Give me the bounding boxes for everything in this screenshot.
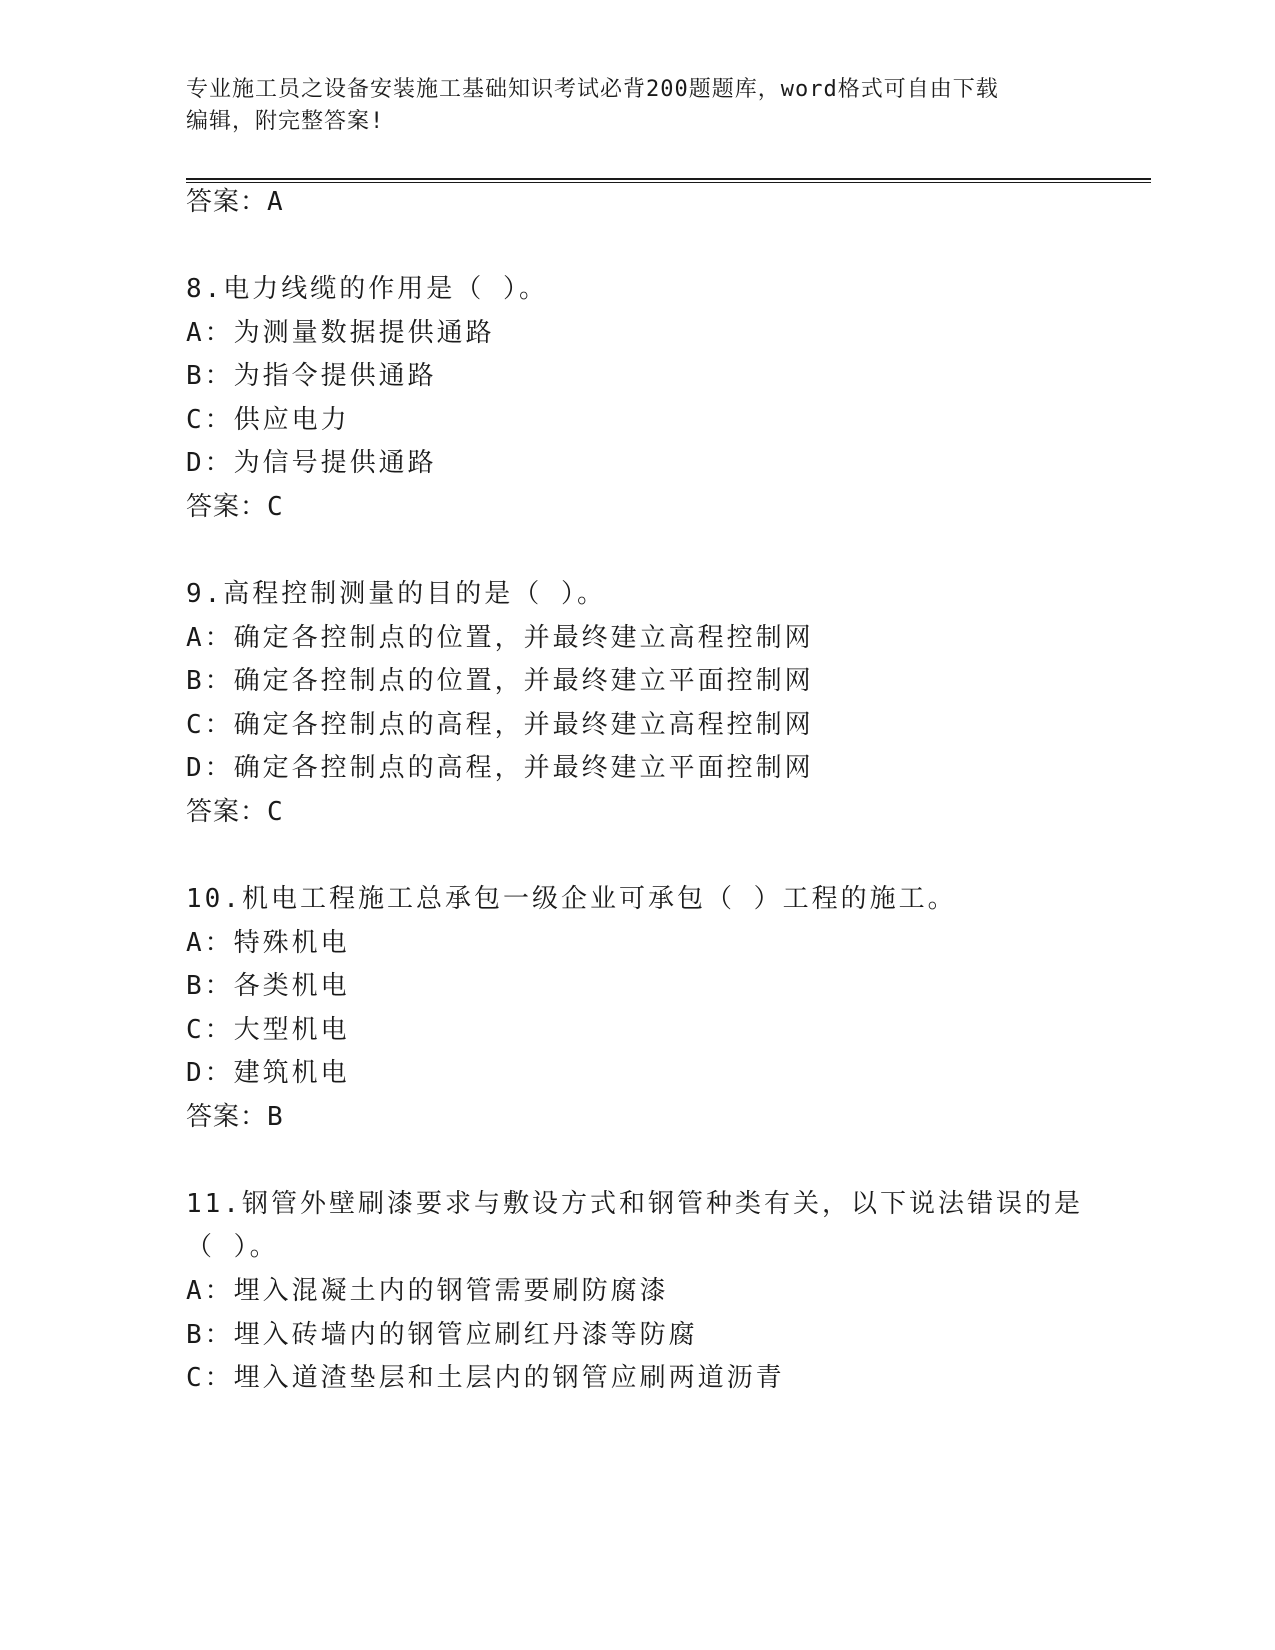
answer-line: 答案：A <box>186 187 284 217</box>
question-option: C：确定各控制点的高程，并最终建立高程控制网 <box>186 710 814 740</box>
question-stem: 10.机电工程施工总承包一级企业可承包（ ）工程的施工。 <box>186 884 957 914</box>
question-option: A：为测量数据提供通路 <box>186 318 495 348</box>
header-line-1: 专业施工员之设备安装施工基础知识考试必背200题题库，word格式可自由下载 <box>186 77 999 102</box>
answer-line: 答案：B <box>186 1102 284 1132</box>
question-option: C：大型机电 <box>186 1015 350 1045</box>
header-divider-thin <box>186 182 1151 183</box>
header-divider-thick <box>186 178 1151 180</box>
question-stem: 8.电力线缆的作用是（ ）。 <box>186 274 548 304</box>
question-option: D：为信号提供通路 <box>186 448 437 478</box>
question-option: B：各类机电 <box>186 971 350 1001</box>
question-option: B：埋入砖墙内的钢管应刷红丹漆等防腐 <box>186 1320 698 1350</box>
question-stem: 9.高程控制测量的目的是（ ）。 <box>186 579 606 609</box>
question-option: D：建筑机电 <box>186 1058 350 1088</box>
question-option: D：确定各控制点的高程，并最终建立平面控制网 <box>186 753 814 783</box>
question-option: B：确定各控制点的位置，并最终建立平面控制网 <box>186 666 814 696</box>
question-option: A：埋入混凝土内的钢管需要刷防腐漆 <box>186 1276 669 1306</box>
question-option: C：埋入道渣垫层和土层内的钢管应刷两道沥青 <box>186 1363 785 1393</box>
question-option: A：特殊机电 <box>186 928 350 958</box>
header-line-2: 编辑，附完整答案! <box>186 109 385 134</box>
answer-line: 答案：C <box>186 492 284 522</box>
question-stem: 11.钢管外壁刷漆要求与敷设方式和钢管种类有关，以下说法错误的是 <box>186 1189 1083 1219</box>
answer-line: 答案：C <box>186 797 284 827</box>
question-option: C：供应电力 <box>186 405 350 435</box>
question-stem-continued: （ ）。 <box>186 1232 279 1262</box>
question-option: B：为指令提供通路 <box>186 361 437 391</box>
question-option: A：确定各控制点的位置，并最终建立高程控制网 <box>186 623 814 653</box>
document-header <box>186 74 1066 138</box>
